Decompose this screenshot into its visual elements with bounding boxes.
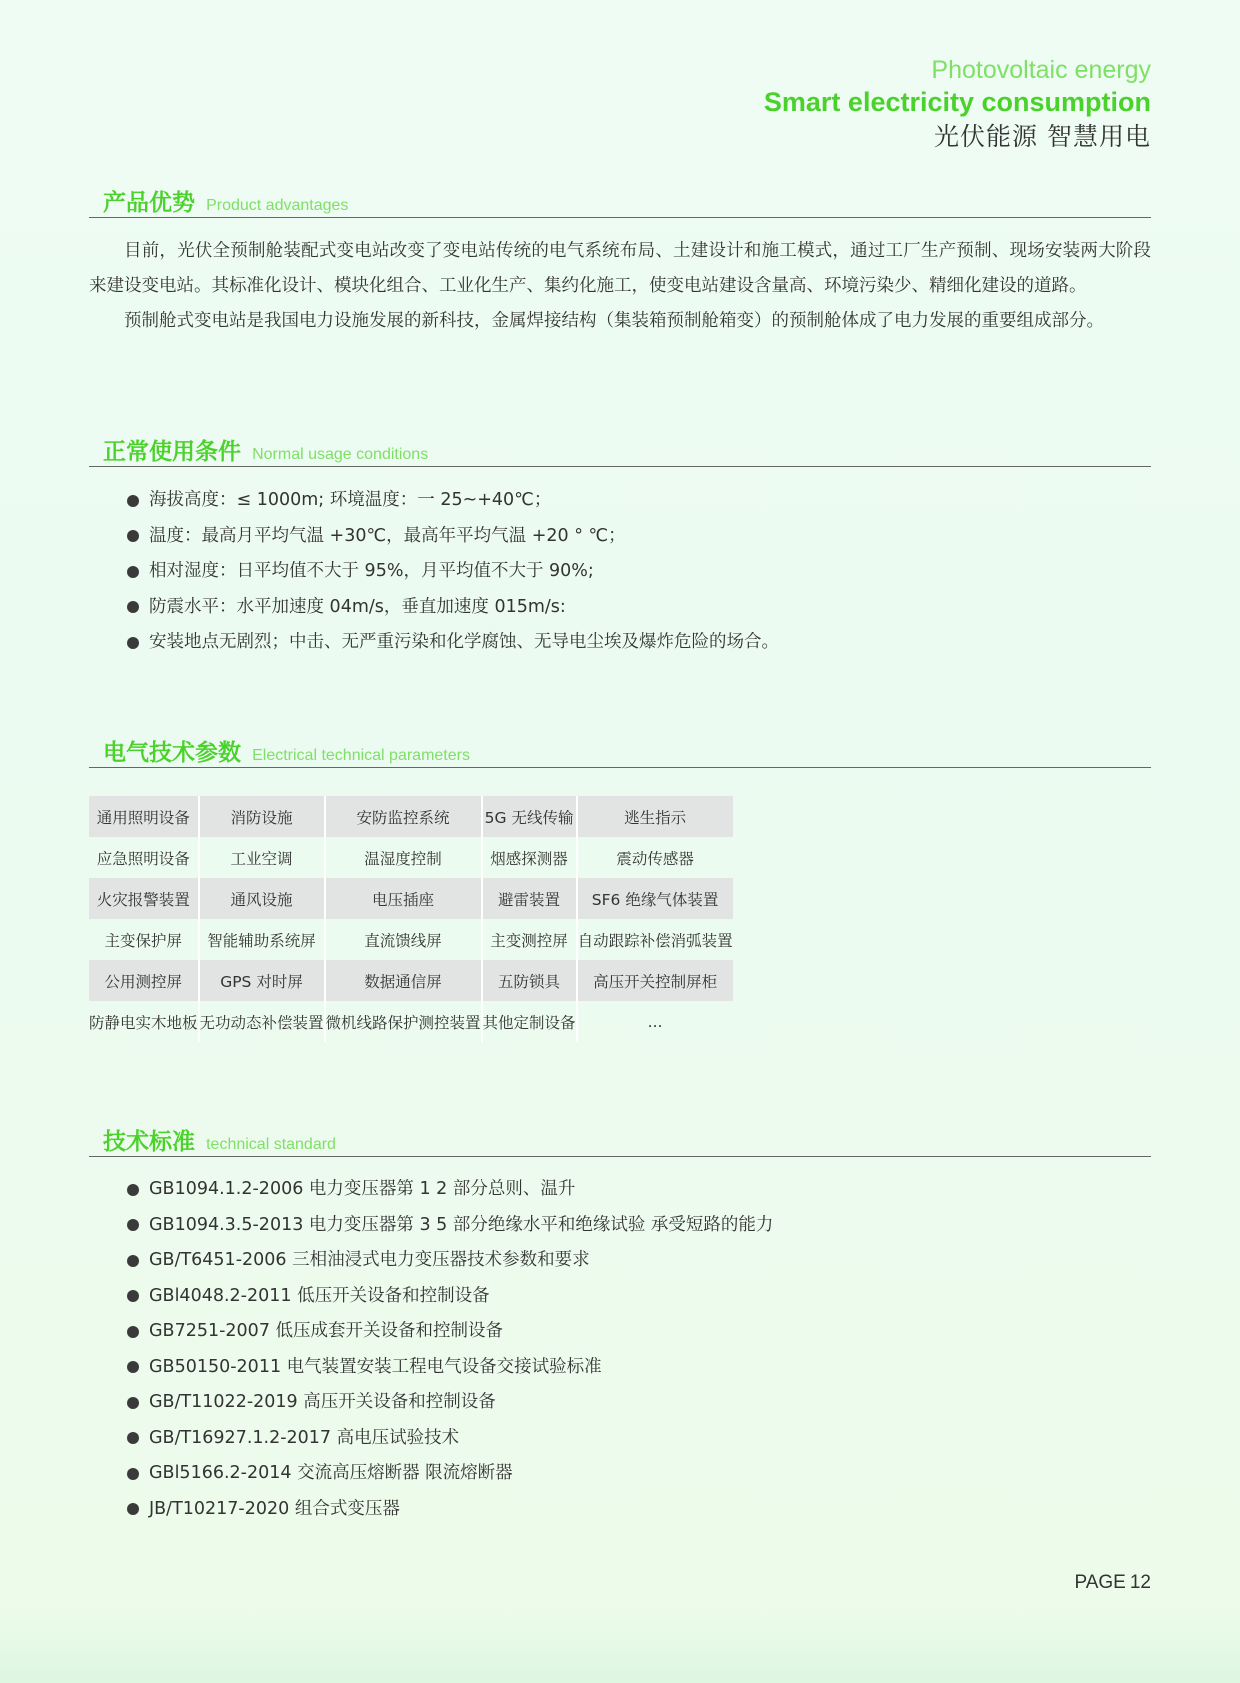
table-row	[89, 878, 733, 919]
table-cell: 高压开关控制屏柜	[577, 960, 733, 1001]
list-item	[127, 1279, 1151, 1315]
table-cell: 防静电实木地板	[89, 1001, 199, 1042]
table-cell: 直流馈线屏	[325, 919, 482, 960]
list-item-text: 安装地点无剧烈；中击、无严重污染和化学腐蚀、无导电尘埃及爆炸危险的场合。	[149, 632, 779, 652]
list-item	[127, 1421, 1151, 1457]
list-item	[127, 1492, 1151, 1528]
section-title-en: Normal usage conditions	[252, 446, 429, 463]
section-title-advantages	[89, 184, 1151, 218]
list-item-text: 相对湿度：日平均值不大于 95%，月平均值不大于 90%;	[149, 561, 594, 581]
section-title-en: technical standard	[206, 1136, 336, 1153]
section-title-standards	[89, 1123, 1151, 1157]
section-title-zh: 正常使用条件	[103, 439, 241, 465]
table-cell: 避雷装置	[482, 878, 577, 919]
table-row	[89, 960, 733, 1001]
list-item-text: 温度：最高月平均气温 +30℃，最高年平均气温 +20 ° ℃；	[149, 525, 626, 546]
table-cell: 通用照明设备	[89, 796, 199, 837]
table-cell: 主变测控屏	[482, 919, 577, 960]
list-item-text: GB/T11022-2019 高压开关设备和控制设备	[149, 1392, 496, 1412]
section-title-en: Electrical technical parameters	[252, 747, 470, 764]
list-item-text: GB7251-2007 低压成套开关设备和控制设备	[149, 1321, 504, 1341]
paragraph: 预制舱式变电站是我国电力设施发展的新科技，金属焊接结构（集装箱预制舱箱变）的预制舱体成了电力发展的重要组成部分。	[124, 311, 1104, 331]
list-item	[127, 1385, 1151, 1421]
bullet-dot-icon	[127, 495, 139, 507]
list-item	[127, 1172, 1151, 1208]
section-title-conditions	[89, 433, 1151, 467]
table-cell: 智能辅助系统屏	[199, 919, 325, 960]
bullet-dot-icon	[127, 1326, 139, 1338]
list-item	[127, 1243, 1151, 1279]
bullet-dot-icon	[127, 1397, 139, 1409]
bullet-dot-icon	[127, 1432, 139, 1444]
table-cell: 火灾报警装置	[89, 878, 199, 919]
table-cell: 通风设施	[199, 878, 325, 919]
advantages-paragraphs	[89, 234, 1151, 339]
list-item-text: 防震水平：水平加速度 04m/s，垂直加速度 015m/s:	[149, 596, 566, 617]
paragraph: 目前，光伏全预制舱装配式变电站改变了变电站传统的电气系统布局、土建设计和施工模式，通过工厂生产预制、现场安装两大阶段来建设变电站。其标准化设计、模块化组合、工业化生产、集约化施工，使变电站建设含量高、环境污染少、精细化建设的道路。	[89, 241, 1151, 296]
list-item	[127, 1208, 1151, 1244]
list-item	[127, 625, 1151, 661]
table-cell: ...	[647, 1012, 663, 1031]
list-item-text: GB50150-2011 电气装置安装工程电气设备交接试验标准	[149, 1356, 602, 1377]
list-item-text: GBl5166.2-2014 交流高压熔断器 限流熔断器	[149, 1463, 513, 1483]
table-cell: GPS 对时屏	[199, 960, 325, 1001]
conditions-list	[127, 483, 1151, 661]
list-item	[127, 483, 1151, 519]
section-title-zh: 电气技术参数	[103, 740, 241, 766]
list-item	[127, 1456, 1151, 1492]
list-item-text: GB1094.3.5-2013 电力变压器第 3 5 部分绝缘水平和绝缘试验 承受短路的能力	[149, 1214, 774, 1235]
table-row	[89, 837, 733, 878]
table-cell: 工业空调	[199, 837, 325, 878]
bullet-dot-icon	[127, 637, 139, 649]
list-item	[127, 554, 1151, 590]
standards-list	[127, 1172, 1151, 1527]
table-row	[89, 919, 733, 960]
list-item	[127, 1314, 1151, 1350]
table-cell: 安防监控系统	[325, 796, 482, 837]
table-cell: 烟感探测器	[482, 837, 577, 878]
table-cell: 主变保护屏	[89, 919, 199, 960]
table-cell: 数据通信屏	[325, 960, 482, 1001]
section-title-zh: 产品优势	[103, 190, 195, 216]
table-cell: 其他定制设备	[482, 1001, 577, 1042]
list-item	[127, 590, 1151, 626]
bullet-dot-icon	[127, 1468, 139, 1480]
header-zh-line: 光伏能源 智慧用电	[934, 122, 1151, 151]
bullet-dot-icon	[127, 566, 139, 578]
list-item-text: GBl4048.2-2011 低压开关设备和控制设备	[149, 1285, 490, 1306]
bullet-dot-icon	[127, 1219, 139, 1231]
section-title-en: Product advantages	[206, 197, 349, 214]
section-title-electrical	[89, 734, 1151, 768]
table-cell: 震动传感器	[616, 849, 694, 868]
table-cell: 电压插座	[325, 878, 482, 919]
list-item-text: 海拔高度：≤ 1000m; 环境温度：一 25~+40℃；	[149, 490, 552, 510]
bullet-dot-icon	[127, 1290, 139, 1302]
table-cell: 温湿度控制	[325, 837, 482, 878]
list-item	[127, 519, 1151, 555]
section-title-zh: 技术标准	[103, 1129, 195, 1155]
table-cell: SF6 绝缘气体装置	[577, 878, 733, 919]
list-item-text: GB1094.1.2-2006 电力变压器第 1 2 部分总则、温升	[149, 1179, 576, 1199]
bullet-dot-icon	[127, 601, 139, 613]
table-cell: 消防设施	[199, 796, 325, 837]
table-cell: 应急照明设备	[89, 837, 199, 878]
table-cell: 公用测控屏	[89, 960, 199, 1001]
page-number-value: 12	[1129, 1572, 1151, 1593]
header-en-line2: Smart electricity consumption	[763, 87, 1151, 117]
page	[89, 0, 1151, 1683]
table-row	[89, 1001, 733, 1042]
table-cell: 无功动态补偿装置	[199, 1001, 325, 1042]
table-cell: 5G 无线传输	[482, 796, 577, 837]
page-label: PAGE	[1074, 1572, 1126, 1593]
equipment-table	[89, 796, 733, 1042]
table-cell: 五防锁具	[482, 960, 577, 1001]
table-cell: 自动跟踪补偿消弧装置	[577, 931, 733, 950]
list-item-text: JB/T10217-2020 组合式变压器	[149, 1498, 400, 1519]
page-header	[764, 54, 1151, 156]
header-en-line1: Photovoltaic energy	[931, 56, 1151, 84]
table-row	[89, 796, 733, 837]
list-item	[127, 1350, 1151, 1386]
bullet-dot-icon	[127, 1184, 139, 1196]
list-item-text: GB/T16927.1.2-2017 高电压试验技术	[149, 1427, 460, 1448]
list-item-text: GB/T6451-2006 三相油浸式电力变压器技术参数和要求	[149, 1250, 590, 1270]
bullet-dot-icon	[127, 1361, 139, 1373]
table-cell: 逃生指示	[577, 796, 733, 837]
bottom-decoration	[0, 1613, 1240, 1683]
table-cell: 微机线路保护测控装置	[325, 1001, 482, 1042]
bullet-dot-icon	[127, 530, 139, 542]
bullet-dot-icon	[127, 1503, 139, 1515]
bullet-dot-icon	[127, 1255, 139, 1267]
page-number	[1074, 1572, 1151, 1594]
